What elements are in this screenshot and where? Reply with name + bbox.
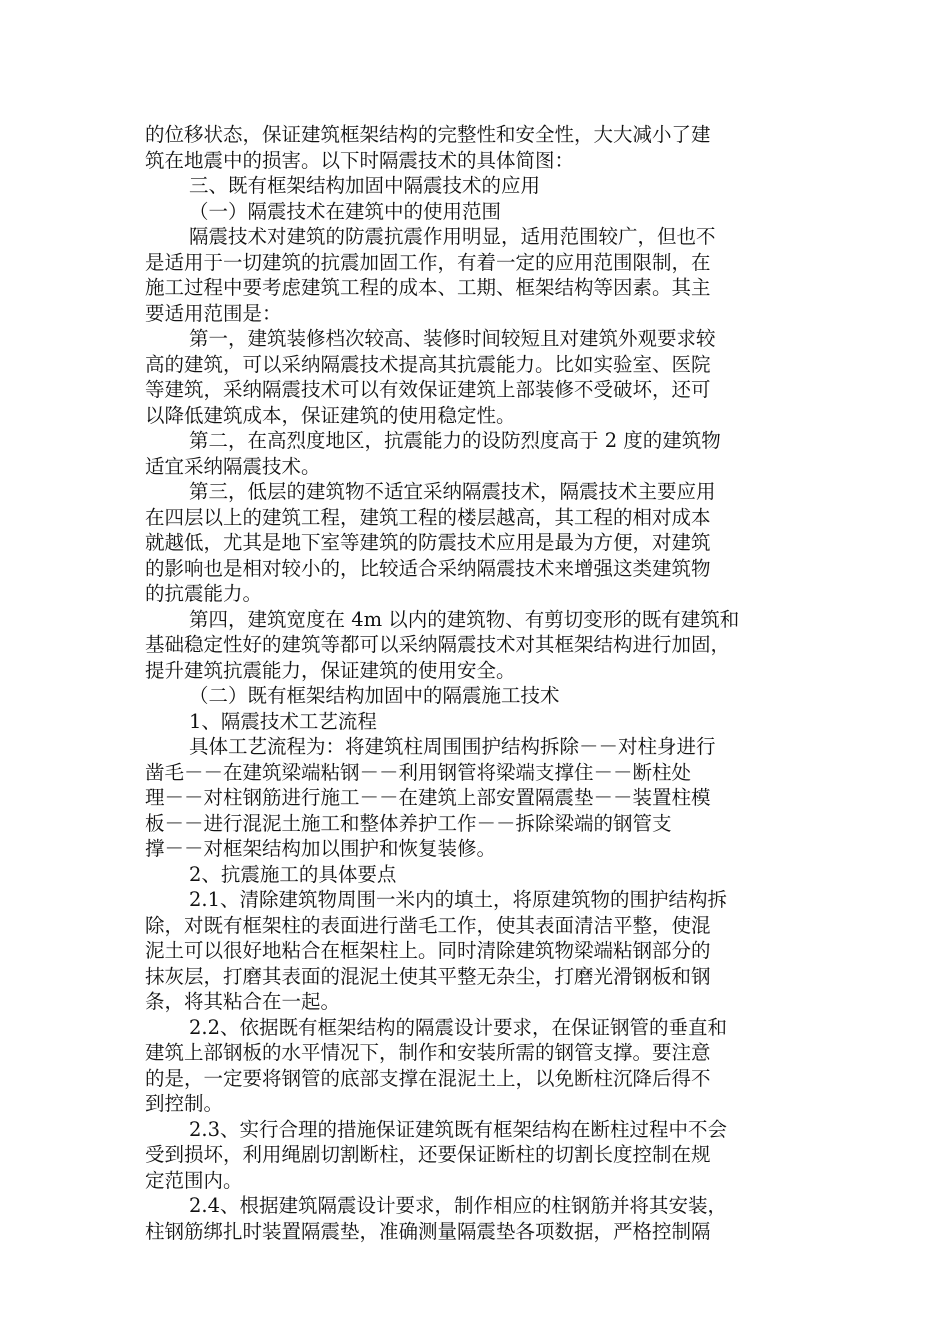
text-line: 柱钢筋绑扎时装置隔震垫，准确测量隔震垫各项数据，严格控制隔 [145, 1219, 711, 1243]
text-line: 的位移状态，保证建筑框架结构的完整性和安全性，大大减小了建 [145, 123, 711, 146]
text-line: 是适用于一切建筑的抗震加固工作，有着一定的应用范围限制，在 [145, 250, 711, 274]
text-line: 除，对既有框架柱的表面进行凿毛工作，使其表面清洁平整，使混 [145, 913, 711, 937]
text-line: 的是，一定要将钢管的底部支撑在混泥土上，以免断柱沉降后得不 [145, 1066, 711, 1090]
text-line: 的影响也是相对较小的，比较适合采纳隔震技术来增强这类建筑物 [145, 556, 711, 580]
text-line: 受到损坏，利用绳剧切割断柱，还要保证断柱的切割长度控制在规 [145, 1143, 711, 1166]
text-line: 1、隔震技术工艺流程 [189, 709, 377, 733]
text-line: 第三，低层的建筑物不适宜采纳隔震技术，隔震技术主要应用 [189, 480, 716, 503]
text-line: （一）隔震技术在建筑中的使用范围 [189, 199, 502, 223]
text-line: 施工过程中要考虑建筑工程的成本、工期、框架结构等因素。其主 [145, 276, 711, 299]
text-line: 撑－－对框架结构加以围护和恢复装修。 [145, 837, 497, 860]
text-line: 第一，建筑装修档次较高、装修时间较短且对建筑外观要求较 [189, 327, 716, 350]
text-line: 三、既有框架结构加固中隔震技术的应用 [189, 174, 541, 197]
text-line: 2.3、实行合理的措施保证建筑既有框架结构在断柱过程中不会 [189, 1117, 728, 1141]
text-line: 建筑上部钢板的水平情况下，制作和安装所需的钢管支撑。要注意 [145, 1041, 711, 1064]
text-line: 要适用范围是： [145, 301, 282, 325]
text-line: 高的建筑，可以采纳隔震技术提高其抗震能力。比如实验室、医院 [145, 352, 711, 376]
text-line: 板－－进行混泥土施工和整体养护工作－－拆除梁端的钢管支 [145, 811, 672, 835]
text-line: 定范围内。 [145, 1168, 243, 1192]
text-line: 具体工艺流程为：将建筑柱周围围护结构拆除－－对柱身进行 [189, 735, 716, 758]
text-line: 以降低建筑成本，保证建筑的使用稳定性。 [145, 403, 516, 427]
text-line: 到控制。 [145, 1092, 224, 1115]
text-line: 在四层以上的建筑工程，建筑工程的楼层越高，其工程的相对成本 [145, 505, 711, 529]
text-line: （二）既有框架结构加固中的隔震施工技术 [189, 684, 560, 707]
text-line: 凿毛－－在建筑梁端粘钢－－利用钢管将梁端支撑住－－断柱处 [145, 760, 692, 784]
text-line: 就越低，尤其是地下室等建筑的防震技术应用是最为方便，对建筑 [145, 531, 711, 554]
text-line: 适宜采纳隔震技术。 [145, 454, 321, 478]
text-line: 抹灰层，打磨其表面的混泥土使其平整无杂尘，打磨光滑钢板和钢 [145, 964, 711, 988]
text-line: 2、抗震施工的具体要点 [189, 862, 397, 886]
text-line: 筑在地震中的损害。以下时隔震技术的具体简图： [145, 148, 575, 172]
text-line: 理－－对柱钢筋进行施工－－在建筑上部安置隔震垫－－装置柱模 [145, 786, 711, 809]
text-line: 泥土可以很好地粘合在框架柱上。同时清除建筑物梁端粘钢部分的 [145, 939, 711, 962]
document-page [145, 122, 805, 1244]
text-line: 隔震技术对建筑的防震抗震作用明显，适用范围较广，但也不 [189, 225, 716, 248]
text-line: 基础稳定性好的建筑等都可以采纳隔震技术对其框架结构进行加固， [145, 633, 731, 656]
text-line: 的抗震能力。 [145, 582, 263, 605]
text-line: 第二，在高烈度地区，抗震能力的设防烈度高于 2 度的建筑物 [189, 429, 721, 452]
text-line: 提升建筑抗震能力，保证建筑的使用安全。 [145, 658, 516, 682]
text-line: 2.2、依据既有框架结构的隔震设计要求，在保证钢管的垂直和 [189, 1015, 728, 1039]
text-line: 等建筑，采纳隔震技术可以有效保证建筑上部装修不受破坏，还可 [145, 378, 711, 401]
text-line: 2.1、清除建筑物周围一米内的填土，将原建筑物的围护结构拆 [189, 888, 728, 911]
text-line: 条，将其粘合在一起。 [145, 990, 341, 1013]
text-line: 2.4、根据建筑隔震设计要求，制作相应的柱钢筋并将其安装， [189, 1194, 728, 1217]
text-line: 第四，建筑宽度在 4m 以内的建筑物、有剪切变形的既有建筑和 [189, 607, 740, 631]
